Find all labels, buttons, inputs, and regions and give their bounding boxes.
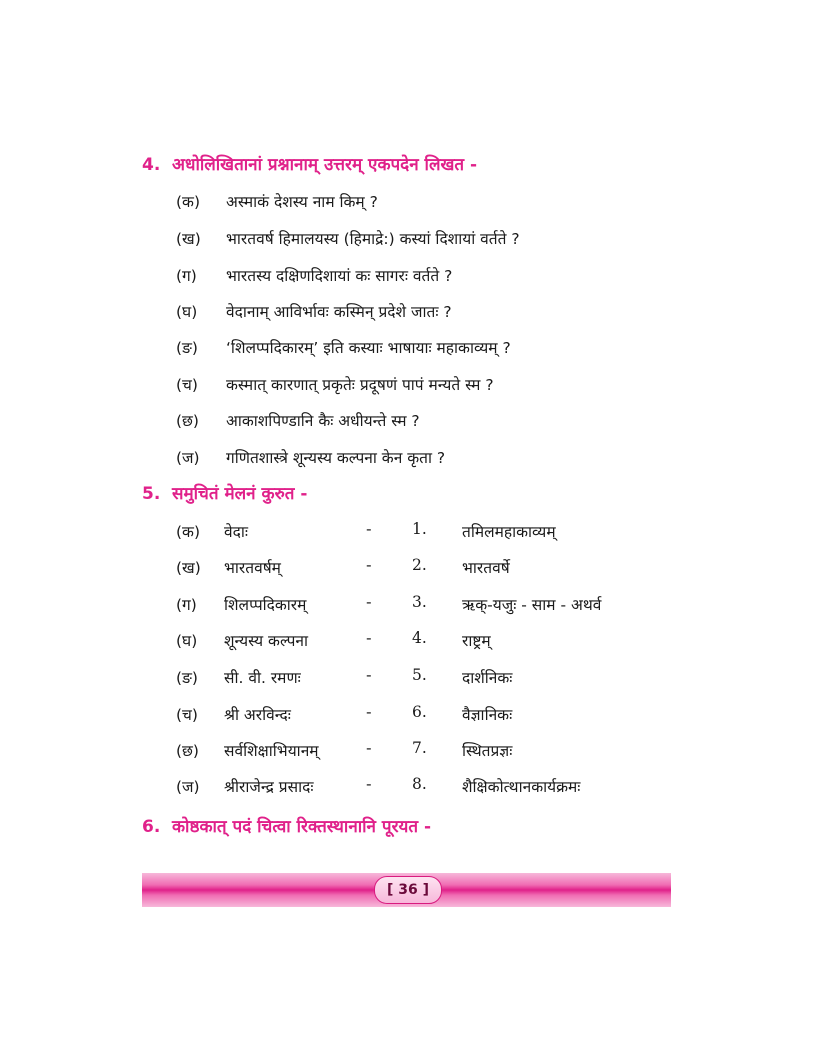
question-row: [176, 264, 452, 286]
question-text: भारतस्य दक्षिणदिशायां कः सागरः वर्तते ?: [226, 267, 453, 285]
section-4-heading: [142, 152, 477, 175]
match-number: 6.: [412, 703, 427, 721]
section-number: 6.: [142, 817, 161, 837]
match-dash: -: [366, 666, 372, 684]
section-number: 5.: [142, 484, 161, 504]
question-text: कस्मात् कारणात् प्रकृतेः प्रदूषणं पापं मन्यते स्म ?: [226, 376, 494, 394]
match-number: 7.: [412, 739, 427, 757]
match-row: [176, 556, 656, 578]
section-title: समुचितं मेलनं कुरुत -: [172, 484, 308, 504]
question-label: (ख): [176, 230, 201, 248]
match-row: [176, 703, 656, 725]
match-dash: -: [366, 629, 372, 647]
match-label: (छ): [176, 742, 199, 760]
match-row: [176, 666, 656, 688]
question-row: [176, 373, 494, 395]
question-text: अस्माकं देशस्य नाम किम् ?: [226, 193, 378, 211]
question-row: [176, 190, 378, 212]
question-text: वेदानाम् आविर्भावः कस्मिन् प्रदेशे जातः ?: [226, 303, 452, 321]
match-row: [176, 739, 656, 761]
question-text: आकाशपिण्डानि कैः अधीयन्ते स्म ?: [226, 412, 420, 430]
match-left-term: सर्वशिक्षाभियानम्: [224, 742, 319, 760]
match-right-term: दार्शनिकः: [462, 669, 513, 687]
match-left-term: श्रीराजेन्द्र प्रसादः: [224, 778, 314, 796]
match-label: (घ): [176, 632, 198, 650]
match-number: 4.: [412, 629, 427, 647]
match-dash: -: [366, 775, 372, 793]
match-number: 2.: [412, 556, 427, 574]
question-row: [176, 227, 520, 249]
match-right-term: स्थितप्रज्ञः: [462, 742, 513, 760]
match-label: (ख): [176, 559, 201, 577]
question-text: भारतवर्ष हिमालयस्य (हिमाद्रे:) कस्यां दिशायां वर्तते ?: [226, 230, 520, 248]
match-label: (ग): [176, 596, 197, 614]
match-label: (च): [176, 706, 198, 724]
section-5-heading: [142, 481, 307, 504]
match-label: (क): [176, 523, 200, 541]
question-row: [176, 336, 511, 358]
match-number: 8.: [412, 775, 427, 793]
question-text: ‘शिलप्पदिकारम्’ इति कस्याः भाषायाः महाकाव्यम् ?: [226, 339, 511, 357]
match-left-term: सी. वी. रमणः: [224, 669, 301, 687]
match-left-term: शिलप्पदिकारम्: [224, 596, 307, 614]
match-right-term: ऋक्-यजुः - साम - अथर्व: [462, 596, 602, 614]
page-number: [ 36 ]: [374, 876, 442, 904]
match-dash: -: [366, 520, 372, 538]
match-row: [176, 520, 656, 542]
match-right-term: तमिलमहाकाव्यम्: [462, 523, 556, 541]
section-6-heading: [142, 814, 431, 837]
match-dash: -: [366, 703, 372, 721]
match-number: 3.: [412, 593, 427, 611]
question-text: गणितशास्त्रे शून्यस्य कल्पना केन कृता ?: [226, 449, 446, 467]
match-row: [176, 775, 656, 797]
match-row: [176, 593, 656, 615]
match-label: (ज): [176, 778, 200, 796]
match-dash: -: [366, 556, 372, 574]
match-dash: -: [366, 739, 372, 757]
match-right-term: भारतवर्षे: [462, 559, 510, 577]
match-right-term: शैक्षिकोत्थानकार्यक्रमः: [462, 778, 581, 796]
question-label: (ङ): [176, 339, 198, 357]
match-left-term: भारतवर्षम्: [224, 559, 281, 577]
match-dash: -: [366, 593, 372, 611]
match-left-term: वेदाः: [224, 523, 248, 541]
section-title: अधोलिखितानां प्रश्नानाम् उत्तरम् एकपदेन लिखत -: [172, 155, 478, 175]
section-number: 4.: [142, 155, 161, 175]
match-label: (ङ): [176, 669, 198, 687]
match-right-term: राष्ट्रम्: [462, 632, 491, 650]
match-number: 1.: [412, 520, 427, 538]
match-left-term: श्री अरविन्दः: [224, 706, 291, 724]
question-label: (क): [176, 193, 200, 211]
question-label: (छ): [176, 412, 199, 430]
section-title: कोष्ठकात् पदं चित्वा रिक्तस्थानानि पूरयत -: [172, 817, 432, 837]
question-label: (ज): [176, 449, 200, 467]
question-label: (ग): [176, 267, 197, 285]
question-label: (घ): [176, 303, 198, 321]
match-left-term: शून्यस्य कल्पना: [224, 632, 309, 650]
match-row: [176, 629, 656, 651]
match-number: 5.: [412, 666, 427, 684]
question-row: [176, 446, 445, 468]
question-row: [176, 409, 420, 431]
match-right-term: वैज्ञानिकः: [462, 706, 513, 724]
question-row: [176, 300, 452, 322]
question-label: (च): [176, 376, 198, 394]
